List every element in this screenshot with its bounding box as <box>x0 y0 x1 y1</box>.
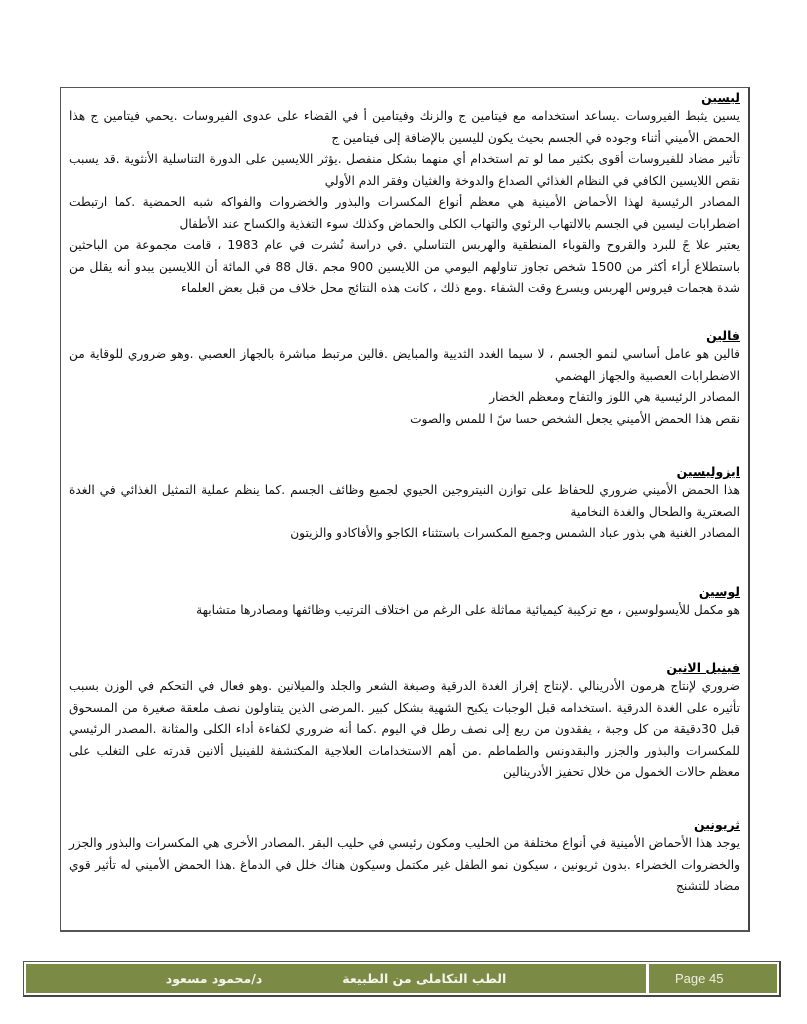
section-isoleucine <box>69 464 740 545</box>
section-leucine <box>69 584 740 622</box>
paragraph: يعتبر علا جً للبرد والقروح والقوباء المنطقية والهربس التناسلي .في دراسة نُشرت في عام 1983 ، قامت مجموعة من الباحثين باستطلاع أراء أكثر من 1500 شخص تجاوز تناولهم اليومي من اللايسين 900 مجم .قال 88 في المائة أن اللايسين يبدو أنه يقلل من شدة هجمات فيروس الهربس ويسرع وقت الشفاء .ومع ذلك ، كانت هذه النتائج محل خلاف من قبل بعض العلماء <box>69 238 740 295</box>
section-lysine <box>69 90 740 300</box>
paragraph: يسين يثبط الفيروسات .يساعد استخدامه مع فيتامين ج والزنك وفيتامين أ في القضاء على عدوى الفيروسات .يحمي فيتامين ج هذا الحمض الأميني أثناء وجوده في الجسم بحيث يكون لليسين بالإضافة إلى فيتامين ج <box>69 109 740 145</box>
paragraph: هو مكمل للأيسولوسين ، مع تركيبة كيميائية مماثلة على الرغم من اختلاف الترتيب وظائفها ومصادرها متشابهة <box>196 603 740 617</box>
section-title: فالين <box>706 328 740 343</box>
paragraph: نقص هذا الحمض الأميني يجعل الشخص حسا سً ا للمس والصوت <box>410 411 740 426</box>
paragraph: فالين هو عامل أساسي لنمو الجسم ، لا سيما الغدد الثديية والمبايض .فالين مرتبط مباشرة بالجهاز العصبي .وهو ضروري للوقاية من الاضطرابات العصبية والجهاز الهضمي <box>69 347 740 383</box>
paragraph: ضروري لإنتاج هرمون الأدرينالي .لإنتاج إفراز الغدة الدرقية وصبغة الشعر والجلد والميلانين .وهو فعال في التحكم في الوزن بسبب تأثيره على الغدة الدرقية .استخدامه قبل الوجبات يكبح الشهية بشكل كبير .المرضى الذين يتناولون نصف ملعقة صغيرة من المسحوق قبل 30دقيقة من كل وجبة ، يفقدون من ربع إلى نصف رطل في اليوم .كما أنه ضروري لكفاءة أداء الكلى والمثانة .المصدر الرئيسي للمكسرات والبذور والجزر والبقدونس والطماطم .من أهم الاستخدامات العلاجية المكتشفة للفينيل ألانين قدرته على التغلب على معظم حالات الخمول من خلال تحفيز الأدرينالين <box>69 679 740 779</box>
paragraph: يوجد هذا الأحماض الأمينية في أنواع مختلفة من الحليب ومكون رئيسي في حليب البقر .المصادر الأخرى هي المكسرات والبذور والجزر والخضروات الخضراء .بدون ثريونين ، سيكون نمو الطفل غير مكتمل وسيكون هناك خلل في الدماغ .هذا الحمض الأميني له تأثير قوي مضاد للتشنج <box>69 836 740 893</box>
section-phenylalanine <box>69 660 740 784</box>
section-title: ليسين <box>701 90 740 105</box>
section-title: فينيل الانين <box>666 660 740 675</box>
footer-title-bar <box>26 964 646 993</box>
paragraph: هذا الحمض الأميني ضروري للحفاظ على توازن النيتروجين الحيوي لجميع وظائف الجسم .كما ينظم عملية التمثيل الغذائي في الغدة الصعترية والطحال والغدة النخامية <box>69 483 740 519</box>
paragraph: تأثير مضاد للفيروسات أقوى بكثير مما لو تم استخدام أي منهما بشكل منفصل .يؤثر اللايسين على الدورة التناسلية الأنثوية .قد يسبب نقص اللايسين الكافي في النظام الغذائي الصداع والدوخة والغثيان وفقر الدم الأولي <box>69 152 740 188</box>
page-number: Page 45 <box>649 964 777 993</box>
paragraph: المصادر الغنية هي بذور عباد الشمس وجميع المكسرات باستثناء الكاجو والأفاكادو والزيتون <box>290 526 740 540</box>
footer-book-title: الطب التكاملى من الطبيعة <box>342 971 507 986</box>
section-title: لوسين <box>698 584 740 599</box>
section-title: ثريونين <box>693 817 740 832</box>
paragraph: المصادر الرئيسية لهذا الأحماض الأمينية هي معظم أنواع المكسرات والبذور والخضروات والفواكه شبه الحمضية .كما ارتبطت اضطرابات ليسين في الجسم بالالتهاب الرئوي والتهاب الكلى والحماض وكذلك سوء التغذية والكساح عند الأطفال <box>69 195 740 231</box>
content-box <box>60 87 750 932</box>
section-threonine <box>69 817 740 898</box>
section-valine <box>69 328 740 430</box>
paragraph: المصادر الرئيسية هي اللوز والتفاح ومعظم الخضار <box>489 390 740 404</box>
footer-author: د/محمود مسعود <box>165 971 263 986</box>
page-footer <box>23 961 781 997</box>
section-title: ايزوليسين <box>676 464 740 479</box>
